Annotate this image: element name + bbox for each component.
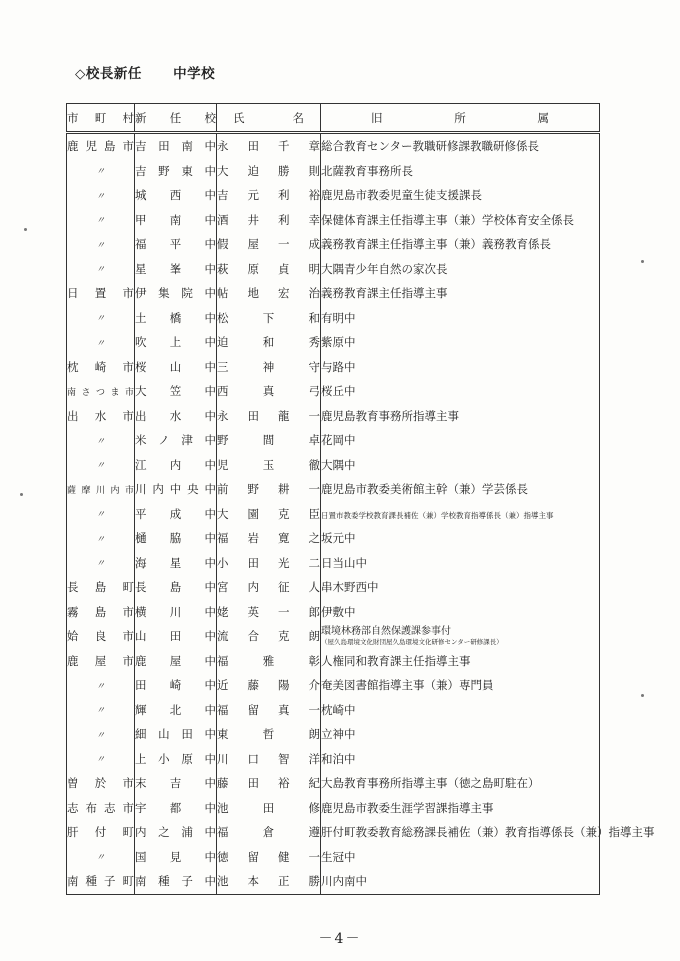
cell-previous-post: 生冠中 (321, 845, 600, 870)
cell-name: 前 野 耕 一 (217, 477, 321, 502)
cell-name: 児 玉 徹 (217, 453, 321, 478)
cell-city: 枕 崎 市 (67, 355, 135, 380)
cell-city: 薩 摩 川 内 市 (67, 477, 135, 502)
cell-previous-post: 桜丘中 (321, 379, 600, 404)
header-name: 氏 名 (217, 104, 321, 133)
cell-city: 鹿 屋 市 (67, 649, 135, 674)
cell-school: 城 西 中 (135, 183, 217, 208)
cell-city: 肝 付 町 (67, 820, 135, 845)
cell-city: 南 種 子 町 (67, 869, 135, 894)
cell-city: 長 島 町 (67, 575, 135, 600)
table-row (67, 600, 600, 625)
cell-previous-post: 大隅青少年自然の家次長 (321, 257, 600, 282)
cell-city: 志 布 志 市 (67, 796, 135, 821)
cell-school: 平 成 中 (135, 502, 217, 527)
cell-city: 〃 (67, 232, 135, 257)
cell-school: 長 島 中 (135, 575, 217, 600)
cell-previous-post: 義務教育課主任指導主事（兼）義務教育係長 (321, 232, 600, 257)
table-row (67, 133, 600, 159)
cell-school: 上 小 原 中 (135, 747, 217, 772)
cell-previous-post: 大島教育事務所指導主事（徳之島町駐在） (321, 771, 600, 796)
cell-school: 内 之 浦 中 (135, 820, 217, 845)
cell-city: 鹿 児 島 市 (67, 133, 135, 159)
table-row (67, 379, 600, 404)
cell-city: 曽 於 市 (67, 771, 135, 796)
cell-school: 土 橋 中 (135, 306, 217, 331)
cell-name: 帖 地 宏 治 (217, 281, 321, 306)
cell-city: 〃 (67, 183, 135, 208)
cell-school: 星 峯 中 (135, 257, 217, 282)
cell-city: 〃 (67, 502, 135, 527)
cell-name: 藤 田 裕 紀 (217, 771, 321, 796)
scan-speck (20, 493, 23, 496)
table-row (67, 477, 600, 502)
table-row (67, 355, 600, 380)
table-row (67, 575, 600, 600)
cell-city: 〃 (67, 208, 135, 233)
cell-city: 〃 (67, 722, 135, 747)
cell-school: 輝 北 中 (135, 698, 217, 723)
table-row (67, 747, 600, 772)
table-row (67, 796, 600, 821)
cell-school: 大 笠 中 (135, 379, 217, 404)
cell-city: 日 置 市 (67, 281, 135, 306)
cell-previous-post: 鹿児島市教委美術館主幹（兼）学芸係長 (321, 477, 600, 502)
table-row (67, 257, 600, 282)
table-row (67, 208, 600, 233)
cell-school: 甲 南 中 (135, 208, 217, 233)
cell-city: 〃 (67, 453, 135, 478)
cell-name: 小 田 光 二 (217, 551, 321, 576)
cell-school: 細 山 田 中 (135, 722, 217, 747)
school-type-label: 中学校 (173, 66, 216, 82)
cell-previous-post: 伊敷中 (321, 600, 600, 625)
cell-name: 池 本 正 勝 (217, 869, 321, 894)
cell-city: 〃 (67, 698, 135, 723)
table-row (67, 526, 600, 551)
cell-school: 米 ノ 津 中 (135, 428, 217, 453)
cell-city: 〃 (67, 330, 135, 355)
cell-previous-post: 保健体育課主任指導主事（兼）学校体育安全係長 (321, 208, 600, 233)
table-row (67, 673, 600, 698)
cell-name: 東 哲 朗 (217, 722, 321, 747)
cell-school: 出 水 中 (135, 404, 217, 429)
cell-name: 野 間 卓 (217, 428, 321, 453)
cell-name: 大 迫 勝 則 (217, 159, 321, 184)
cell-name: 酒 井 利 幸 (217, 208, 321, 233)
table-row (67, 306, 600, 331)
scan-speck (641, 260, 644, 263)
cell-previous-post: 義務教育課主任指導主事 (321, 281, 600, 306)
header-city: 市 町 村 (67, 104, 135, 133)
cell-name: 萩 原 貞 明 (217, 257, 321, 282)
cell-school: 伊 集 院 中 (135, 281, 217, 306)
cell-name: 徳 留 健 一 (217, 845, 321, 870)
table-row (67, 232, 600, 257)
page-number: －4－ (318, 931, 362, 947)
cell-school: 宇 都 中 (135, 796, 217, 821)
cell-school: 横 川 中 (135, 600, 217, 625)
cell-previous-post: 人権同和教育課主任指導主事 (321, 649, 600, 674)
table-row (67, 698, 600, 723)
table-row (67, 428, 600, 453)
cell-school: 鹿 屋 中 (135, 649, 217, 674)
cell-name: 永 田 龍 一 (217, 404, 321, 429)
cell-city: 〃 (67, 526, 135, 551)
cell-city: 〃 (67, 428, 135, 453)
table-row (67, 771, 600, 796)
cell-name: 近 藤 陽 介 (217, 673, 321, 698)
appointment-table (66, 103, 655, 895)
cell-school: 南 種 子 中 (135, 869, 217, 894)
cell-city: 〃 (67, 673, 135, 698)
cell-previous-post: 川内南中 (321, 869, 600, 894)
cell-name: 福 岩 寛 之 (217, 526, 321, 551)
table-row (67, 649, 600, 674)
cell-city: 〃 (67, 747, 135, 772)
cell-name: 流 合 克 朗 (217, 624, 321, 649)
section-heading (75, 62, 215, 82)
table-row (67, 453, 600, 478)
cell-previous-post: 坂元中 (321, 526, 600, 551)
cell-school: 吉 野 東 中 (135, 159, 217, 184)
cell-city: 〃 (67, 845, 135, 870)
cell-name: 福 雅 彰 (217, 649, 321, 674)
section-title: ◇校長新任 (75, 66, 142, 82)
table-row (67, 330, 600, 355)
cell-previous-post: 大隅中 (321, 453, 600, 478)
cell-city: 南 さ つ ま 市 (67, 379, 135, 404)
cell-school: 川 内 中 央 中 (135, 477, 217, 502)
cell-city: 〃 (67, 306, 135, 331)
cell-school: 桜 山 中 (135, 355, 217, 380)
cell-name: 宮 内 征 人 (217, 575, 321, 600)
cell-name: 池 田 修 (217, 796, 321, 821)
table-row (67, 624, 600, 649)
cell-previous-post: 与路中 (321, 355, 600, 380)
cell-city: 〃 (67, 257, 135, 282)
table-row (67, 183, 600, 208)
table-row (67, 404, 600, 429)
cell-school: 山 田 中 (135, 624, 217, 649)
cell-previous-post: 立神中 (321, 722, 600, 747)
cell-previous-post: 肝付町教委教育総務課長補佐（兼）教育指導係長（兼）指導主事 (321, 820, 600, 845)
cell-school: 吉 田 南 中 (135, 133, 217, 159)
cell-previous-post: 環境林務部自然保護課参事付 （屋久島環境文化財団屋久島環境文化研修センター研修課長） (321, 624, 600, 649)
scan-speck (24, 228, 27, 231)
cell-city: 姶 良 市 (67, 624, 135, 649)
cell-name: 川 口 智 洋 (217, 747, 321, 772)
cell-previous-post: 有明中 (321, 306, 600, 331)
cell-name: 福 留 真 一 (217, 698, 321, 723)
cell-name: 大 園 克 臣 (217, 502, 321, 527)
cell-previous-post: 鹿児島市教委生涯学習課指導主事 (321, 796, 600, 821)
header-school: 新 任 校 (135, 104, 217, 133)
cell-name: 姥 英 一 郎 (217, 600, 321, 625)
cell-previous-post: 日当山中 (321, 551, 600, 576)
cell-previous-post: 紫原中 (321, 330, 600, 355)
cell-name: 迫 和 秀 (217, 330, 321, 355)
cell-school: 海 星 中 (135, 551, 217, 576)
table-row (67, 845, 600, 870)
cell-name: 假 屋 一 成 (217, 232, 321, 257)
cell-name: 福 倉 遵 (217, 820, 321, 845)
table-row (67, 502, 600, 527)
cell-name: 永 田 千 章 (217, 133, 321, 159)
table-header-row (67, 104, 600, 133)
cell-previous-post: 奄美図書館指導主事（兼）専門員 (321, 673, 600, 698)
table-row (67, 869, 600, 894)
cell-previous-post: 串木野西中 (321, 575, 600, 600)
cell-name: 三 神 守 (217, 355, 321, 380)
cell-city: 〃 (67, 159, 135, 184)
table-row (67, 722, 600, 747)
cell-city: 霧 島 市 (67, 600, 135, 625)
cell-previous-post: 和泊中 (321, 747, 600, 772)
scan-speck (641, 694, 644, 697)
cell-school: 田 崎 中 (135, 673, 217, 698)
cell-school: 国 見 中 (135, 845, 217, 870)
cell-previous-post: 日置市教委学校教育課長補佐（兼）学校教育指導係長（兼）指導主事 (321, 502, 600, 527)
cell-school: 福 平 中 (135, 232, 217, 257)
cell-previous-post: 北薩教育事務所長 (321, 159, 600, 184)
cell-previous-post: 総合教育センター教職研修課教職研修係長 (321, 133, 600, 159)
cell-city: 〃 (67, 551, 135, 576)
cell-previous-post: 花岡中 (321, 428, 600, 453)
table-row (67, 551, 600, 576)
cell-city: 出 水 市 (67, 404, 135, 429)
cell-school: 末 吉 中 (135, 771, 217, 796)
cell-previous-post: 鹿児島教育事務所指導主事 (321, 404, 600, 429)
cell-name: 西 真 弓 (217, 379, 321, 404)
cell-school: 吹 上 中 (135, 330, 217, 355)
table-row (67, 159, 600, 184)
header-prev: 旧 所 属 (321, 104, 600, 133)
cell-name: 松 下 和 (217, 306, 321, 331)
cell-school: 江 内 中 (135, 453, 217, 478)
table-row (67, 820, 600, 845)
cell-previous-post: 鹿児島市教委児童生徒支援課長 (321, 183, 600, 208)
cell-school: 樋 脇 中 (135, 526, 217, 551)
cell-previous-post: 枕崎中 (321, 698, 600, 723)
cell-name: 吉 元 利 裕 (217, 183, 321, 208)
table-row (67, 281, 600, 306)
